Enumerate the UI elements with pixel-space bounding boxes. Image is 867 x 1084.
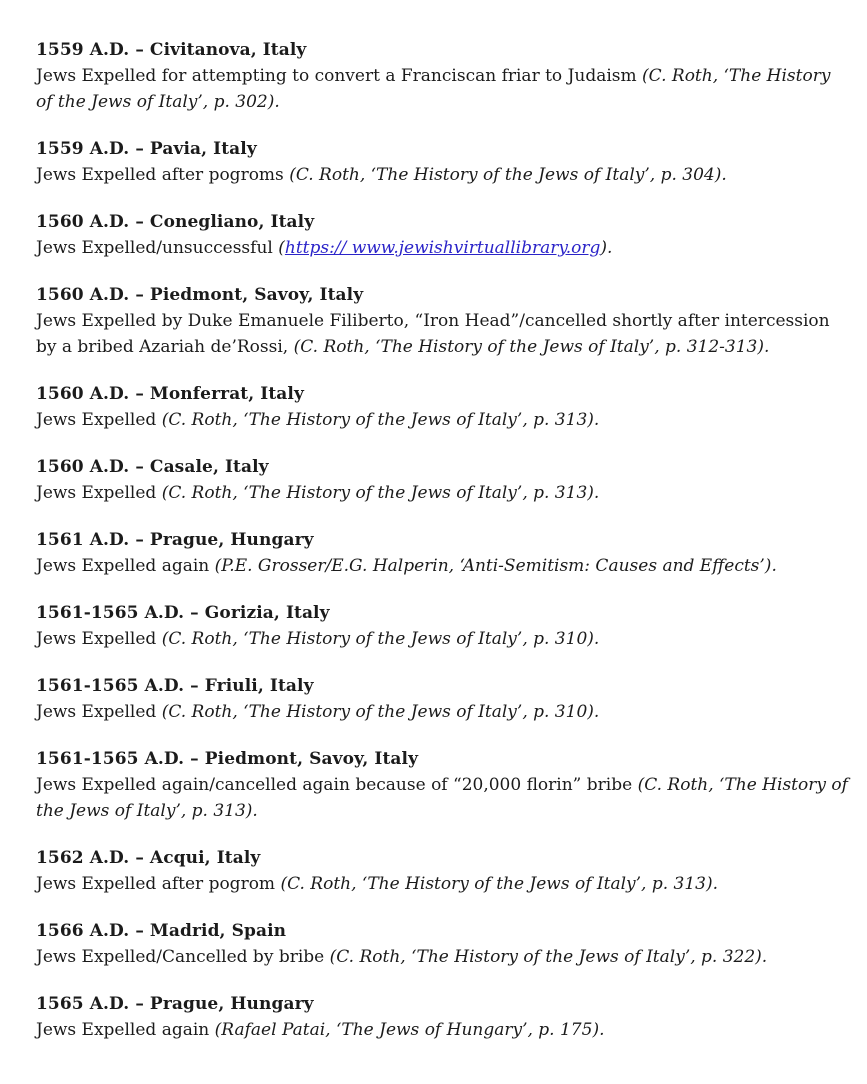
- entry-heading: 1559 A.D. – Civitanova, Italy: [36, 40, 307, 60]
- entry-citation: (C. Roth, ‘The History of the Jews of Italy’, p. 313).: [161, 410, 600, 430]
- entry-body: [36, 235, 848, 261]
- entry-citation: (C. Roth, ‘The History of the Jews of Italy’, p. 313).: [161, 483, 600, 503]
- entry-description: Jews Expelled: [36, 702, 162, 722]
- timeline-entry: [36, 673, 849, 725]
- entry-description: Jews Expelled/Cancelled by bribe: [36, 947, 330, 967]
- entry-heading: 1560 A.D. – Piedmont, Savoy, Italy: [36, 285, 364, 305]
- timeline-entry: [36, 991, 849, 1043]
- entry-citation: (C. Roth, ‘The History of the Jews of Italy’, p. 312-313).: [293, 337, 770, 357]
- timeline-entry: [36, 845, 849, 897]
- entry-body: [36, 772, 848, 824]
- entry-heading: 1561-1565 A.D. – Gorizia, Italy: [36, 603, 330, 623]
- entry-description: Jews Expelled after pogroms: [36, 165, 290, 185]
- entry-citation: (C. Roth, ‘The History of the Jews of Italy’, p. 302).: [36, 66, 831, 112]
- timeline-entry: [36, 746, 849, 824]
- entry-citation: (C. Roth, ‘The History of the Jews of Italy’, p. 304).: [289, 165, 727, 185]
- entry-description: Jews Expelled again/cancelled again because of “20,000 florin” bribe: [36, 775, 638, 795]
- entry-body: [36, 407, 848, 433]
- entry-citation: (C. Roth, ‘The History of the Jews of Italy’, p. 310).: [161, 629, 600, 649]
- entry-heading: 1560 A.D. – Monferrat, Italy: [36, 384, 304, 404]
- entry-body: [36, 480, 848, 506]
- entry-link[interactable]: https:// www.jewishvirtuallibrary.org: [284, 238, 601, 258]
- timeline-entry: [36, 209, 849, 261]
- entry-heading: 1560 A.D. – Casale, Italy: [36, 457, 269, 477]
- entry-body: [36, 699, 848, 725]
- entry-body: [36, 308, 848, 360]
- entry-heading: 1559 A.D. – Pavia, Italy: [36, 139, 257, 159]
- entry-description: Jews Expelled: [36, 629, 162, 649]
- entry-body: [36, 944, 848, 970]
- entry-citation: (C. Roth, ‘The History of the Jews of Italy’, p. 313).: [36, 775, 848, 821]
- entry-citation: (Rafael Patai, ‘The Jews of Hungary’, p. 175).: [214, 1020, 605, 1040]
- timeline-entry: [36, 527, 849, 579]
- entry-description: Jews Expelled after pogrom: [36, 874, 281, 894]
- entry-list: [36, 37, 849, 1043]
- entry-heading: 1561-1565 A.D. – Piedmont, Savoy, Italy: [36, 749, 419, 769]
- entry-heading: 1560 A.D. – Conegliano, Italy: [36, 212, 315, 232]
- entry-body: [36, 162, 848, 188]
- timeline-entry: [36, 381, 849, 433]
- timeline-entry: [36, 600, 849, 652]
- entry-citation: (C. Roth, ‘The History of the Jews of Italy’, p. 313).: [280, 874, 719, 894]
- entry-body: [36, 871, 848, 897]
- timeline-entry: [36, 282, 849, 360]
- entry-citation: (C. Roth, ‘The History of the Jews of Italy’, p. 310).: [161, 702, 600, 722]
- timeline-entry: [36, 37, 849, 115]
- entry-description: Jews Expelled: [36, 483, 162, 503]
- entry-body: [36, 1017, 848, 1043]
- citation-close-paren: ).: [600, 238, 613, 258]
- entry-heading: 1561-1565 A.D. – Friuli, Italy: [36, 676, 314, 696]
- citation-open-paren: (: [278, 238, 285, 258]
- entry-heading: 1562 A.D. – Acqui, Italy: [36, 848, 261, 868]
- entry-body: [36, 553, 848, 579]
- entry-citation: (P.E. Grosser/E.G. Halperin, ‘Anti-Semitism: Causes and Effects’).: [214, 556, 777, 576]
- entry-description: Jews Expelled again: [36, 1020, 215, 1040]
- entry-description: Jews Expelled: [36, 410, 162, 430]
- timeline-entry: [36, 454, 849, 506]
- entry-description: Jews Expelled again: [36, 556, 215, 576]
- entry-body: [36, 63, 848, 115]
- entry-citation: (C. Roth, ‘The History of the Jews of Italy’, p. 322).: [329, 947, 768, 967]
- entry-body: [36, 626, 848, 652]
- timeline-entry: [36, 136, 849, 188]
- timeline-entry: [36, 918, 849, 970]
- entry-description: Jews Expelled for attempting to convert a Franciscan friar to Judaism: [36, 66, 643, 86]
- entry-heading: 1561 A.D. – Prague, Hungary: [36, 530, 314, 550]
- entry-heading: 1566 A.D. – Madrid, Spain: [36, 921, 287, 941]
- entry-heading: 1565 A.D. – Prague, Hungary: [36, 994, 314, 1014]
- entry-description: Jews Expelled/unsuccessful: [36, 238, 279, 258]
- entry-description: Jews Expelled by Duke Emanuele Filiberto, “Iron Head”/cancelled shortly after intercession by a bribed Azariah de’Rossi,: [36, 311, 830, 357]
